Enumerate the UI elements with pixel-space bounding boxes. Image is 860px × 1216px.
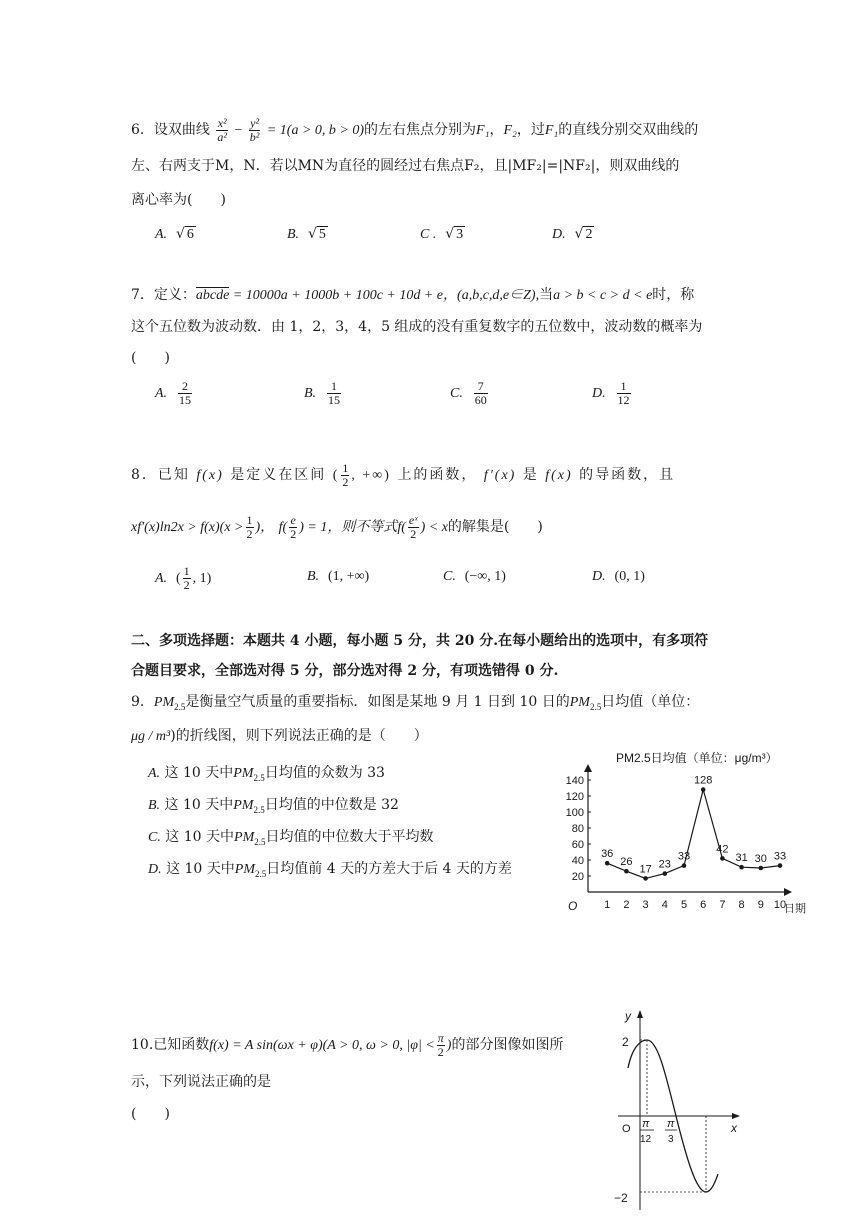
- q7-when: 当: [539, 287, 554, 303]
- q8-text-b: 是定义在区间: [230, 467, 327, 484]
- q6-number: 6．: [131, 122, 154, 139]
- q8-half-2: $\frac{1}{2}$: [246, 513, 253, 541]
- denominator: 15: [327, 392, 340, 407]
- numerator: 1: [617, 380, 631, 394]
- option-label: A.: [148, 766, 161, 781]
- chart-origin: O: [568, 899, 578, 913]
- q10-text-b: 的部分图像如图所: [451, 1037, 564, 1054]
- x-tick-label: 2: [623, 899, 630, 911]
- numerator: 7: [474, 380, 488, 394]
- graph-tick-pi12-den: 12: [640, 1134, 652, 1145]
- option-fraction: [178, 380, 192, 406]
- q9-option-c[interactable]: C. 这 10 天中$PM_{2.5}$日均值的中位数大于平均数: [148, 829, 434, 847]
- option-pre: 这 10 天中: [165, 829, 235, 845]
- q7-call: 时，称: [652, 287, 695, 303]
- numerator: 1: [342, 461, 349, 475]
- y-tick-label: 140: [565, 775, 584, 787]
- data-label: 128: [694, 774, 713, 787]
- option-label: C.: [450, 386, 463, 402]
- option-fraction: $\frac{1}{2}$: [183, 564, 190, 592]
- q6-line2: 左、右两支于M，N．若以MN为直径的圆经过右焦点F₂，且|MF₂|=|NF₂|，则双曲线的: [131, 158, 680, 174]
- denominator: 2: [437, 1044, 444, 1059]
- chart-x-label: 日期: [784, 903, 806, 915]
- option-post: 日均值的中位数是 32: [264, 797, 399, 813]
- data-label: 33: [677, 850, 691, 863]
- q9-option-d[interactable]: D. 这 10 天中$PM_{2.5}$日均值前 4 天的方差大于后 4 天的方差: [148, 861, 512, 879]
- option-label: C.: [443, 569, 456, 584]
- q8-tail: 的解集是( ): [447, 519, 543, 536]
- graph-max-label: 2: [622, 1035, 629, 1049]
- q8-cond2-b: ) = 1，则不等式: [299, 520, 398, 536]
- x-tick-label: 1: [604, 899, 611, 911]
- q9-line1: 9．$PM_{2.5}$是衡量空气质量的重要指标．如图是某地 9 月 1 日到 10 日的$PM_{2.5}$日均值（单位：: [131, 694, 700, 712]
- x-tick-label: 3: [642, 899, 649, 911]
- option-fraction: [474, 380, 488, 406]
- y-tick-label: 60: [571, 839, 584, 851]
- y-tick-label: 20: [571, 871, 584, 883]
- q8-half: [341, 462, 349, 488]
- pm25-line-chart: [548, 740, 818, 915]
- q9-number: 9．: [131, 694, 154, 710]
- option-label: C .: [420, 227, 437, 242]
- option-value: 5: [318, 227, 326, 242]
- pm-label: PM: [153, 695, 175, 710]
- option-value: (−∞, 1): [464, 569, 506, 584]
- q8-ex-over-2: $\frac{\text{eˣ}}{2}$: [408, 513, 418, 541]
- denominator: 15: [178, 392, 191, 407]
- q6-option-b[interactable]: B. √ 5: [287, 226, 326, 242]
- q7-number: 7．定义：: [131, 287, 196, 303]
- q8-text-a: 8．已知: [131, 467, 190, 484]
- q8-option-c[interactable]: [443, 568, 506, 585]
- chart-y-arrow: [584, 764, 592, 772]
- option-pre: 这 10 天中: [164, 765, 234, 781]
- q7-option-d[interactable]: [592, 380, 633, 406]
- graph-x-label: x: [731, 1121, 737, 1135]
- option-label: C.: [148, 830, 161, 845]
- q9-text-b: 日均值（单位：: [601, 694, 700, 710]
- numerator: 1: [327, 380, 341, 394]
- q10-line3: ( ): [131, 1106, 170, 1122]
- q8-e-over-2: $\frac{e}{2}$: [290, 513, 297, 541]
- q7-option-a[interactable]: [155, 380, 194, 406]
- data-point: [739, 865, 744, 870]
- data-label: 30: [754, 853, 767, 865]
- data-label: 23: [658, 858, 671, 871]
- data-point: [682, 863, 687, 868]
- chart-x-arrow: [784, 888, 792, 896]
- numerator: e: [290, 513, 296, 527]
- option-post: 日均值的众数为 33: [264, 765, 385, 781]
- data-point: [759, 866, 764, 871]
- option-label: D.: [592, 386, 606, 402]
- option-fraction: [617, 380, 631, 406]
- graph-y-arrow: [637, 1010, 643, 1018]
- q8-option-a[interactable]: [155, 565, 211, 591]
- x-tick-label: 5: [680, 899, 688, 911]
- q7-formula: = 10000a + 1000b + 100c + 10d + e，: [229, 288, 458, 303]
- data-point: [643, 876, 648, 881]
- option-label: B.: [307, 569, 320, 584]
- q9-option-a[interactable]: A. 这 10 天中$PM_{2.5}$日均值的众数为 33: [148, 765, 385, 783]
- option-label: A.: [155, 227, 168, 242]
- q8-inequality: xf′(x)ln2x > f(x)(x >: [131, 520, 244, 536]
- y-tick-label: 40: [571, 855, 584, 867]
- denominator: 60: [474, 392, 487, 407]
- q8-line1: 8．已知 f(x) 是定义在区间 ( $\frac{1}{2}$ , +∞) 上的函数， f′(x) 是 f(x) 的导函数，且: [131, 461, 676, 489]
- q7-overline-number: abcde: [195, 288, 230, 303]
- q7-condition: a > b < c > d < e: [553, 288, 653, 303]
- q7-set: (a,b,c,d,e∈Z),: [457, 288, 540, 303]
- option-value: 6: [186, 227, 194, 242]
- y-tick-label: 80: [571, 823, 584, 835]
- q8-line2: [131, 514, 543, 540]
- option-pre: 这 10 天中: [164, 797, 234, 813]
- q6-frac-y: $\frac{\text{y²}}{\text{b²}}$: [249, 116, 260, 144]
- denominator: 2: [342, 474, 349, 489]
- q8-cond3-a: f(: [397, 520, 406, 536]
- q7-line1: [131, 286, 694, 305]
- option-value: 3: [456, 227, 464, 242]
- x-tick-label: 6: [700, 899, 707, 911]
- q9-unit: μg / m³: [131, 729, 171, 744]
- q6-frac-x: $\frac{\text{x²}}{\text{a²}}$: [217, 116, 227, 144]
- numerator: 2: [178, 380, 192, 394]
- q6-text-c: ，过: [516, 122, 545, 139]
- q8-option-d[interactable]: [592, 568, 645, 585]
- data-label: 33: [773, 850, 787, 863]
- data-point: [778, 863, 783, 868]
- series-line: [607, 790, 780, 879]
- q10-line1: [131, 1032, 563, 1058]
- y-tick-label: 100: [565, 807, 584, 819]
- q6-option-d[interactable]: D. √ 2: [552, 226, 593, 242]
- option-post: 日均值前 4 天的方差大于后 4 天的方差: [266, 861, 512, 877]
- q6-F1: F₁: [476, 123, 490, 139]
- option-post: 日均值的中位数大于平均数: [265, 829, 434, 845]
- data-label: 26: [620, 856, 633, 869]
- option-label: B.: [287, 227, 300, 242]
- data-point: [624, 869, 629, 874]
- q8-fx: f(x): [196, 468, 224, 484]
- q8-interval-open: (: [332, 468, 340, 484]
- graph-tick-pi3-den: 3: [668, 1134, 674, 1145]
- graph-y-label: y: [625, 1009, 631, 1023]
- q7-line3: ( ): [131, 350, 170, 366]
- data-label: 31: [735, 852, 748, 865]
- q8-interval-close: , +∞): [351, 468, 391, 484]
- graph-min-label: −2: [614, 1191, 628, 1205]
- q10-line2: 示，下列说法正确的是: [131, 1074, 271, 1090]
- data-label: 36: [601, 848, 614, 861]
- option-value: (1, +∞): [327, 569, 370, 584]
- q8-text-d: 是: [522, 467, 539, 484]
- q8-fprime: f′(x): [483, 468, 517, 484]
- q10-text-a: 10.已知函数: [131, 1037, 210, 1054]
- q10-pi-over-2: [437, 1032, 445, 1058]
- graph-x-arrow: [732, 1113, 740, 1119]
- option-pre: 这 10 天中: [166, 861, 235, 877]
- graph-tick-pi12-num: π: [642, 1118, 650, 1130]
- data-point: [720, 856, 725, 861]
- q6-condition: = 1(a > 0, b > 0): [266, 123, 365, 139]
- data-label: 17: [639, 863, 652, 876]
- option-value: (0, 1): [614, 569, 645, 584]
- chart-title: PM2.5日均值（单位：μg/m³）: [616, 751, 778, 765]
- q9-option-b[interactable]: B. 这 10 天中$PM_{2.5}$日均值的中位数是 32: [148, 797, 399, 815]
- x-tick-label: 9: [757, 899, 764, 911]
- x-tick-label: 10: [773, 899, 787, 911]
- denominator: 12: [617, 392, 630, 407]
- q7-line2: 这个五位数为波动数．由 1，2，3，4，5 组成的没有重复数字的五位数中，波动数的概率为: [131, 319, 703, 335]
- q8-cond2-a: f(: [278, 520, 288, 536]
- option-label: D.: [148, 862, 162, 877]
- data-label: 42: [716, 843, 729, 856]
- x-tick-label: 8: [738, 899, 745, 911]
- q8-option-b[interactable]: [307, 568, 369, 585]
- section2-line2: 合题目要求，全部选对得 5 分，部分选对得 2 分，有项选错得 0 分.: [131, 663, 559, 679]
- q6-line3: 离心率为( ): [131, 192, 226, 208]
- x-tick-label: 4: [661, 899, 668, 911]
- data-point: [605, 861, 610, 866]
- q10-sine-graph: [608, 1006, 758, 1211]
- option-label: A.: [155, 386, 168, 402]
- pm-sub: 2.5: [174, 701, 186, 712]
- q6-text-b: 的左右焦点分别为: [364, 122, 477, 139]
- option-label: D.: [592, 569, 606, 584]
- option-fraction: [327, 380, 341, 406]
- data-point: [701, 787, 706, 792]
- q10-function: f(x) = A sin(ωx + φ)(A > 0, ω > 0, |φ| <: [209, 1038, 435, 1054]
- q7-option-b[interactable]: [304, 380, 343, 406]
- option-value: 2: [585, 227, 593, 242]
- q6-text-d: 的直线分别交双曲线的: [558, 122, 699, 139]
- graph-origin: O: [622, 1123, 631, 1135]
- option-post: , 1): [192, 571, 212, 587]
- q8-text-e: 的导函数，且: [579, 467, 676, 484]
- graph-tick-pi3-num: π: [667, 1118, 675, 1130]
- q7-option-c[interactable]: [450, 380, 490, 406]
- q6-line1: 6．设双曲线 $\frac{\text{x²}}{\text{a²}}$ − $\frac{\text{y²}}{\text{b²}}$ = 1(a > 0, b > 0)的左右焦点分别为F₁，F₂，过F₁的直线分别交双曲线的: [131, 116, 699, 144]
- y-tick-label: 120: [565, 791, 584, 803]
- q6-option-a[interactable]: A. √ 6: [155, 226, 194, 242]
- q9-text-c: )的折线图，则下列说法正确的是（ ）: [170, 728, 428, 744]
- option-label: B.: [148, 798, 161, 813]
- q6-option-c[interactable]: C . √ 3: [420, 226, 464, 242]
- section2-line1: 二、多项选择题：本题共 4 小题，每小题 5 分，共 20 分.在每小题给出的选项中，有多项符: [131, 633, 709, 649]
- q8-cond3-b: ) < x: [420, 520, 448, 536]
- numerator: eˣ: [408, 513, 418, 527]
- x-tick-label: 7: [719, 899, 726, 911]
- q9-text-a: 是衡量空气质量的重要指标．如图是某地 9 月 1 日到 10 日的: [185, 694, 570, 710]
- option-pre: (: [175, 571, 181, 587]
- q6-text-a: 设双曲线: [153, 122, 210, 139]
- option-label: A.: [155, 571, 168, 587]
- q6-F2: F₂: [503, 123, 517, 139]
- q10-function-end: ): [446, 1038, 452, 1054]
- option-label: D.: [552, 227, 566, 242]
- q8-text-c: 上的函数，: [397, 467, 478, 484]
- data-point: [663, 871, 668, 876]
- option-label: B.: [304, 386, 317, 402]
- numerator: π: [437, 1031, 444, 1045]
- q8-ineq-end: )，: [255, 520, 275, 536]
- q9-line2: [131, 727, 428, 746]
